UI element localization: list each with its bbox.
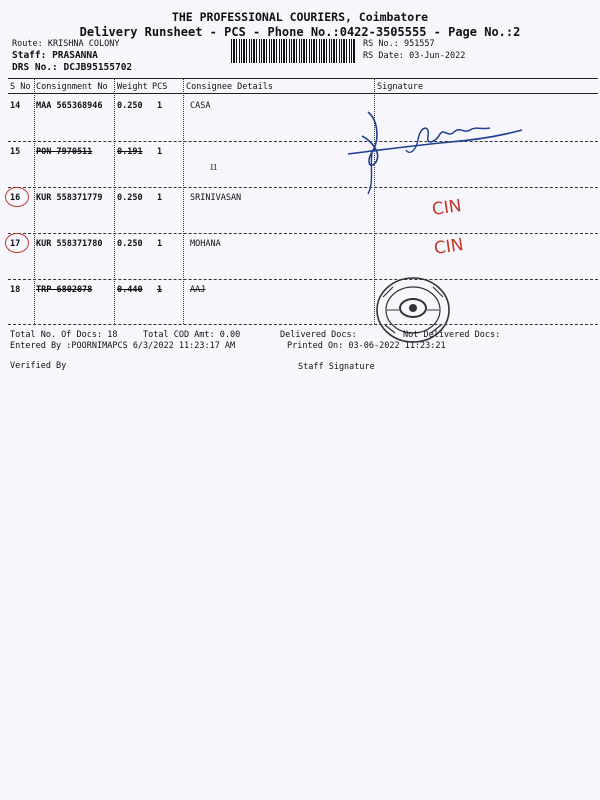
col-divider: [114, 78, 115, 324]
table-cell-sno: 15: [10, 147, 21, 157]
table-cell-weight: 0.250: [117, 239, 143, 249]
rs-no-value: 951557: [403, 39, 435, 49]
table-cell-consignment: TRP 6802078: [36, 285, 93, 295]
col-header-weight: Weight: [117, 82, 148, 92]
cin-annotation: CIN: [430, 196, 463, 220]
staff-signature: Staff Signature: [298, 362, 375, 372]
col-header-pcs: PCS: [152, 82, 168, 92]
table-cell-consignee: SRINIVASAN: [190, 193, 242, 203]
table-header-rule: [8, 93, 598, 94]
row-circle-mark: [5, 187, 29, 207]
table-cell-weight: 0.440: [117, 285, 143, 295]
drs-line: [12, 62, 132, 73]
table-cell-pcs: 1: [157, 147, 163, 157]
rs-date-value: 03-Jun-2022: [409, 51, 466, 61]
route-label: Route:: [12, 39, 43, 49]
route-line: [12, 39, 120, 49]
delivered-docs: Delivered Docs:: [280, 330, 357, 340]
barcode: [231, 39, 356, 63]
runsheet-subtitle: Delivery Runsheet - PCS - Phone No.:0422-3505555 - Page No.:2: [79, 25, 521, 39]
table-cell-consignment: KUR 558371779: [36, 193, 103, 203]
not-delivered-docs: Not Delivered Docs:: [403, 330, 501, 340]
table-cell-pcs: 1: [157, 101, 163, 111]
ditto-mark: ıı: [210, 160, 218, 173]
table-cell-sno: 17: [10, 239, 21, 249]
staff-value: PRASANNA: [52, 50, 98, 61]
col-header-signature: Signature: [377, 82, 424, 92]
cin-annotation: CIN: [432, 235, 465, 259]
drs-value: DCJB95155702: [63, 62, 133, 73]
table-cell-sno: 16: [10, 193, 21, 203]
col-header-consignment: Consignment No: [36, 82, 108, 92]
col-header-consignee: Consignee Details: [186, 82, 273, 92]
table-cell-sno: 14: [10, 101, 21, 111]
drs-label: DRS No.:: [12, 62, 58, 73]
col-divider: [34, 78, 35, 324]
table-top-rule: [8, 78, 598, 79]
total-cod-amt: Total COD Amt: 0.00: [143, 330, 241, 340]
table-cell-consignment: MAA 565368946: [36, 101, 103, 111]
table-cell-pcs: 1: [157, 285, 163, 295]
company-title: THE PROFESSIONAL COURIERS, Coimbatore: [171, 10, 429, 24]
table-cell-consignee: MOHANA: [190, 239, 221, 249]
entered-by: Entered By :POORNIMAPCS 6/3/2022 11:23:17 AM: [10, 341, 236, 351]
table-cell-consignee: CASA: [190, 101, 211, 111]
table-cell-weight: 0.250: [117, 193, 143, 203]
verified-by: Verified By: [10, 361, 67, 371]
signature-scribble: [340, 100, 530, 200]
table-cell-pcs: 1: [157, 193, 163, 203]
row-circle-mark: [5, 233, 29, 253]
table-bottom-rule: [8, 324, 598, 325]
rs-date-label: RS Date:: [363, 51, 404, 61]
total-docs: Total No. Of Docs: 18: [10, 330, 118, 340]
col-header-sno: S No: [10, 82, 31, 92]
row-divider: [8, 279, 598, 280]
col-divider: [183, 78, 184, 324]
route-value: KRISHNA COLONY: [47, 39, 120, 49]
rs-no-label: RS No.:: [363, 39, 399, 49]
table-cell-weight: 0.191: [117, 147, 143, 157]
table-cell-weight: 0.250: [117, 101, 143, 111]
rs-date-line: [363, 51, 465, 61]
table-cell-consignee: AAJ: [190, 285, 206, 295]
row-divider: [8, 233, 598, 234]
table-cell-sno: 18: [10, 285, 21, 295]
table-cell-pcs: 1: [157, 239, 163, 249]
staff-label: Staff:: [12, 50, 47, 61]
staff-line: [12, 50, 98, 61]
table-cell-consignment: PON 7970511: [36, 147, 93, 157]
rs-no-line: [363, 39, 435, 49]
table-cell-consignment: KUR 558371780: [36, 239, 103, 249]
printed-on: Printed On: 03-06-2022 11:23:21: [287, 341, 446, 351]
